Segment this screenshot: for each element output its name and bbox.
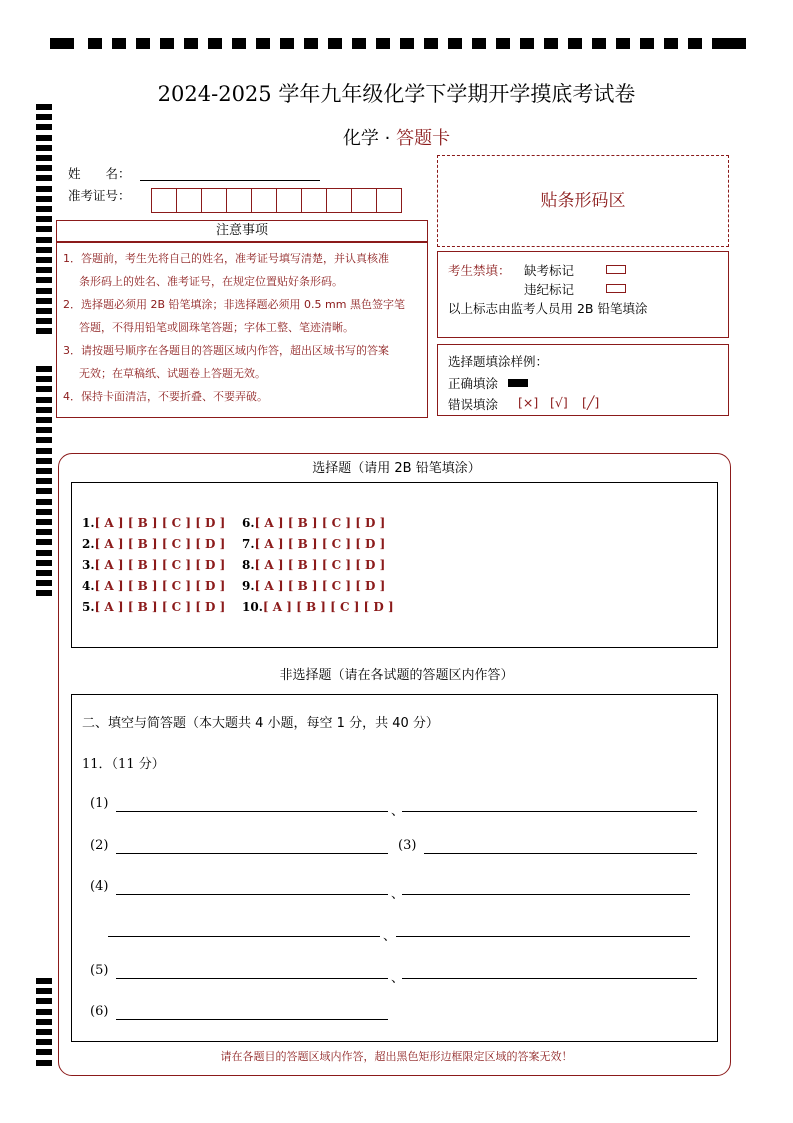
answer-line[interactable] — [116, 894, 388, 895]
question-number: 10. — [242, 600, 263, 614]
side-timing-mark — [36, 397, 52, 403]
side-timing-mark — [36, 488, 52, 494]
timing-mark — [280, 38, 294, 49]
notice-item — [63, 385, 421, 408]
question-number: 7. — [242, 537, 255, 551]
id-cell[interactable] — [326, 188, 352, 213]
timing-mark — [520, 38, 534, 49]
correct-fill-label: 正确填涂 — [448, 376, 499, 391]
page-title: 2024-2025 学年九年级化学下学期开学摸底考试卷 — [157, 82, 636, 106]
question-number: 8. — [242, 558, 255, 572]
side-timing-mark — [36, 499, 52, 505]
side-timing-mark — [36, 978, 52, 984]
timing-mark — [112, 38, 126, 49]
side-timing-mark — [36, 247, 52, 253]
timing-mark — [208, 38, 222, 49]
notice-item-line: 4．保持卡面清洁，不要折叠、不要弄破。 — [63, 390, 268, 403]
sub-label: (3) — [398, 838, 417, 853]
absent-label: 缺考标记 — [524, 263, 575, 278]
timing-mark — [616, 38, 630, 49]
separator: 、 — [391, 971, 405, 986]
nonchoice-answer-box — [71, 694, 718, 1042]
choice-row[interactable] — [82, 534, 225, 555]
answer-line[interactable] — [424, 853, 697, 854]
question-number: 5. — [82, 600, 95, 614]
id-cell[interactable] — [176, 188, 202, 213]
part-title: 二、填空与简答题（本大题共 4 小题，每空 1 分，共 40 分） — [82, 716, 439, 731]
timing-mark — [232, 38, 246, 49]
id-cell[interactable] — [351, 188, 377, 213]
question-number: 3. — [82, 558, 95, 572]
notice-body — [56, 242, 428, 418]
side-timing-mark — [36, 155, 52, 161]
side-timing-mark — [36, 237, 52, 243]
id-number-cells[interactable] — [151, 188, 401, 213]
separator: 、 — [383, 929, 397, 944]
violation-label: 违纪标记 — [524, 282, 575, 297]
side-timing-mark — [36, 328, 52, 334]
side-timing-mark — [36, 165, 52, 171]
choice-row[interactable] — [82, 513, 225, 534]
timing-mark — [50, 38, 74, 49]
timing-mark — [328, 38, 342, 49]
sub-label: (1) — [90, 796, 109, 811]
nonchoice-heading: 非选择题（请在各试题的答题区内作答） — [279, 668, 514, 683]
violation-checkbox[interactable] — [606, 284, 626, 293]
wrong-fill-label: 错误填涂 — [448, 397, 499, 412]
choice-options[interactable]: [ A ] [ B ] [ C ] [ D ] — [254, 516, 386, 530]
side-timing-mark — [36, 175, 52, 181]
timing-mark — [376, 38, 390, 49]
sub-label: (4) — [90, 879, 109, 894]
side-timing-mark — [36, 298, 52, 304]
name-input-line[interactable] — [140, 180, 320, 181]
side-timing-mark — [36, 478, 52, 484]
side-timing-mark — [36, 448, 52, 454]
absent-checkbox[interactable] — [606, 265, 626, 274]
notice-item-line: 2．选择题必须用 2B 铅笔填涂；非选择题必须用 0.5 mm 黑色签字笔 — [63, 298, 405, 311]
side-timing-mark — [36, 288, 52, 294]
answer-line[interactable] — [116, 978, 388, 979]
choice-row[interactable] — [82, 555, 225, 576]
side-timing-mark — [36, 998, 52, 1004]
side-timing-mark — [36, 427, 52, 433]
id-cell[interactable] — [226, 188, 252, 213]
timing-mark — [184, 38, 198, 49]
side-timing-mark — [36, 186, 52, 192]
exam-flags-box — [437, 251, 729, 338]
notice-heading: 注意事项 — [56, 220, 428, 242]
timing-mark — [568, 38, 582, 49]
timing-mark — [88, 38, 102, 49]
sub-label: (2) — [90, 838, 109, 853]
fill-example-box — [437, 344, 729, 416]
side-timing-mark — [36, 437, 52, 443]
barcode-area-label: 贴条形码区 — [540, 191, 626, 211]
side-timing-mark — [36, 519, 52, 525]
answer-line[interactable] — [108, 936, 380, 937]
timing-mark — [472, 38, 486, 49]
correct-fill-sample — [508, 379, 528, 387]
choice-row[interactable] — [82, 597, 225, 618]
notice-item — [63, 247, 421, 293]
timing-mark — [688, 38, 702, 49]
side-timing-mark — [36, 529, 52, 535]
name-label: 姓 名： — [68, 166, 131, 181]
timing-mark — [136, 38, 150, 49]
side-timing-mark — [36, 1039, 52, 1045]
timing-mark — [304, 38, 318, 49]
id-cell[interactable] — [376, 188, 402, 213]
subtitle-subject: 化学 — [342, 128, 379, 149]
timing-mark — [664, 38, 678, 49]
separator: 、 — [391, 804, 405, 819]
wrong-mark-check: [√] — [550, 395, 568, 410]
choice-options[interactable]: [ A ] [ B ] [ C ] [ D ] — [94, 579, 226, 593]
side-timing-mark — [36, 216, 52, 222]
side-timing-mark — [36, 206, 52, 212]
timing-mark — [256, 38, 270, 49]
exam-flags-title: 考生禁填： — [448, 263, 511, 278]
choice-options[interactable]: [ A ] [ B ] [ C ] [ D ] — [94, 537, 226, 551]
id-cell[interactable] — [276, 188, 302, 213]
choice-options[interactable]: [ A ] [ B ] [ C ] [ D ] — [94, 558, 226, 572]
choice-options[interactable]: [ A ] [ B ] [ C ] [ D ] — [94, 600, 226, 614]
side-timing-mark — [36, 509, 52, 515]
side-timing-mark — [36, 308, 52, 314]
wrong-mark-slash: [╱] — [582, 395, 600, 410]
question-number: 2. — [82, 537, 95, 551]
subtitle-answer-card: 答题卡 — [396, 128, 451, 149]
answer-line[interactable] — [116, 811, 388, 812]
timing-mark — [544, 38, 558, 49]
side-timing-mark — [36, 580, 52, 586]
timing-mark — [400, 38, 414, 49]
top-timing-marks — [48, 38, 748, 50]
id-cell[interactable] — [201, 188, 227, 213]
choice-heading: 选择题（请用 2B 铅笔填涂） — [312, 461, 481, 476]
choice-options[interactable]: [ A ] [ B ] [ C ] [ D ] — [254, 579, 386, 593]
wrong-mark-cross: [×] — [518, 395, 539, 410]
notice-item-line: 答题，不得用铅笔或圆珠笔答题；字体工整、笔迹清晰。 — [79, 321, 354, 334]
timing-mark — [448, 38, 462, 49]
answer-line[interactable] — [116, 853, 388, 854]
fill-example-title: 选择题填涂样例： — [448, 354, 549, 369]
timing-mark — [160, 38, 174, 49]
side-timing-mark — [36, 386, 52, 392]
side-timing-mark — [36, 277, 52, 283]
side-timing-mark — [36, 560, 52, 566]
choice-options[interactable]: [ A ] [ B ] [ C ] [ D ] — [94, 516, 226, 530]
timing-mark — [640, 38, 654, 49]
answer-line[interactable] — [402, 811, 697, 812]
side-timing-mark — [36, 1029, 52, 1035]
id-cell[interactable] — [301, 188, 327, 213]
choice-column-left — [82, 513, 225, 618]
id-cell[interactable] — [251, 188, 277, 213]
footer-warning: 请在各题目的答题区域内作答，超出黑色矩形边框限定区域的答案无效！ — [220, 1050, 573, 1063]
answer-line[interactable] — [396, 936, 690, 937]
side-timing-mark — [36, 267, 52, 273]
sub-label: (6) — [90, 1004, 109, 1019]
notice-item-line: 无效；在草稿纸、试题卷上答题无效。 — [79, 367, 266, 380]
choice-column-right — [242, 513, 394, 618]
side-timing-mark — [36, 550, 52, 556]
timing-mark — [352, 38, 366, 49]
side-timing-mark — [36, 318, 52, 324]
question-number: 4. — [82, 579, 95, 593]
choice-row[interactable] — [242, 597, 394, 618]
page-subtitle — [0, 124, 793, 150]
choice-row[interactable] — [242, 555, 394, 576]
side-timing-mark — [36, 366, 52, 372]
notice-item — [63, 293, 421, 339]
side-timing-mark — [36, 539, 52, 545]
side-timing-mark — [36, 1009, 52, 1015]
side-timing-mark — [36, 570, 52, 576]
question-number: 6. — [242, 516, 255, 530]
side-timing-mark — [36, 417, 52, 423]
choice-options[interactable]: [ A ] [ B ] [ C ] [ D ] — [262, 600, 394, 614]
notice-item-line: 条形码上的姓名、准考证号，在规定位置贴好条形码。 — [79, 275, 343, 288]
side-timing-mark — [36, 257, 52, 263]
id-cell[interactable] — [151, 188, 177, 213]
choice-row[interactable] — [242, 513, 394, 534]
choice-row[interactable] — [242, 534, 394, 555]
subtitle-dot: · — [384, 128, 391, 149]
side-timing-mark — [36, 590, 52, 596]
choice-row[interactable] — [82, 576, 225, 597]
timing-mark — [496, 38, 510, 49]
answer-line[interactable] — [402, 978, 697, 979]
side-timing-mark — [36, 196, 52, 202]
notice-item — [63, 339, 421, 385]
barcode-area — [437, 155, 729, 247]
side-timing-mark — [36, 988, 52, 994]
answer-line[interactable] — [116, 1019, 388, 1020]
separator: 、 — [391, 887, 405, 902]
side-timing-mark — [36, 376, 52, 382]
side-timing-mark — [36, 1019, 52, 1025]
id-label: 准考证号： — [68, 188, 131, 203]
sub-label: (5) — [90, 963, 109, 978]
side-timing-mark — [36, 226, 52, 232]
choice-options[interactable]: [ A ] [ B ] [ C ] [ D ] — [254, 537, 386, 551]
choice-answer-box — [71, 482, 718, 648]
side-timing-mark — [36, 114, 52, 120]
exam-flags-note: 以上标志由监考人员用 2B 铅笔填涂 — [448, 301, 648, 316]
timing-mark — [424, 38, 438, 49]
side-timing-mark — [36, 407, 52, 413]
notice-item-line: 3．请按题号顺序在各题目的答题区域内作答，超出区域书写的答案 — [63, 344, 389, 357]
notice-item-line: 1．答题前，考生先将自己的姓名，准考证号填写清楚，并认真核准 — [63, 252, 389, 265]
choice-options[interactable]: [ A ] [ B ] [ C ] [ D ] — [254, 558, 386, 572]
timing-mark — [592, 38, 606, 49]
choice-row[interactable] — [242, 576, 394, 597]
question-number: 9. — [242, 579, 255, 593]
question-number: 1. — [82, 516, 95, 530]
answer-line[interactable] — [402, 894, 690, 895]
question-11-title: 11．（11 分） — [82, 757, 165, 772]
timing-mark — [722, 38, 746, 49]
